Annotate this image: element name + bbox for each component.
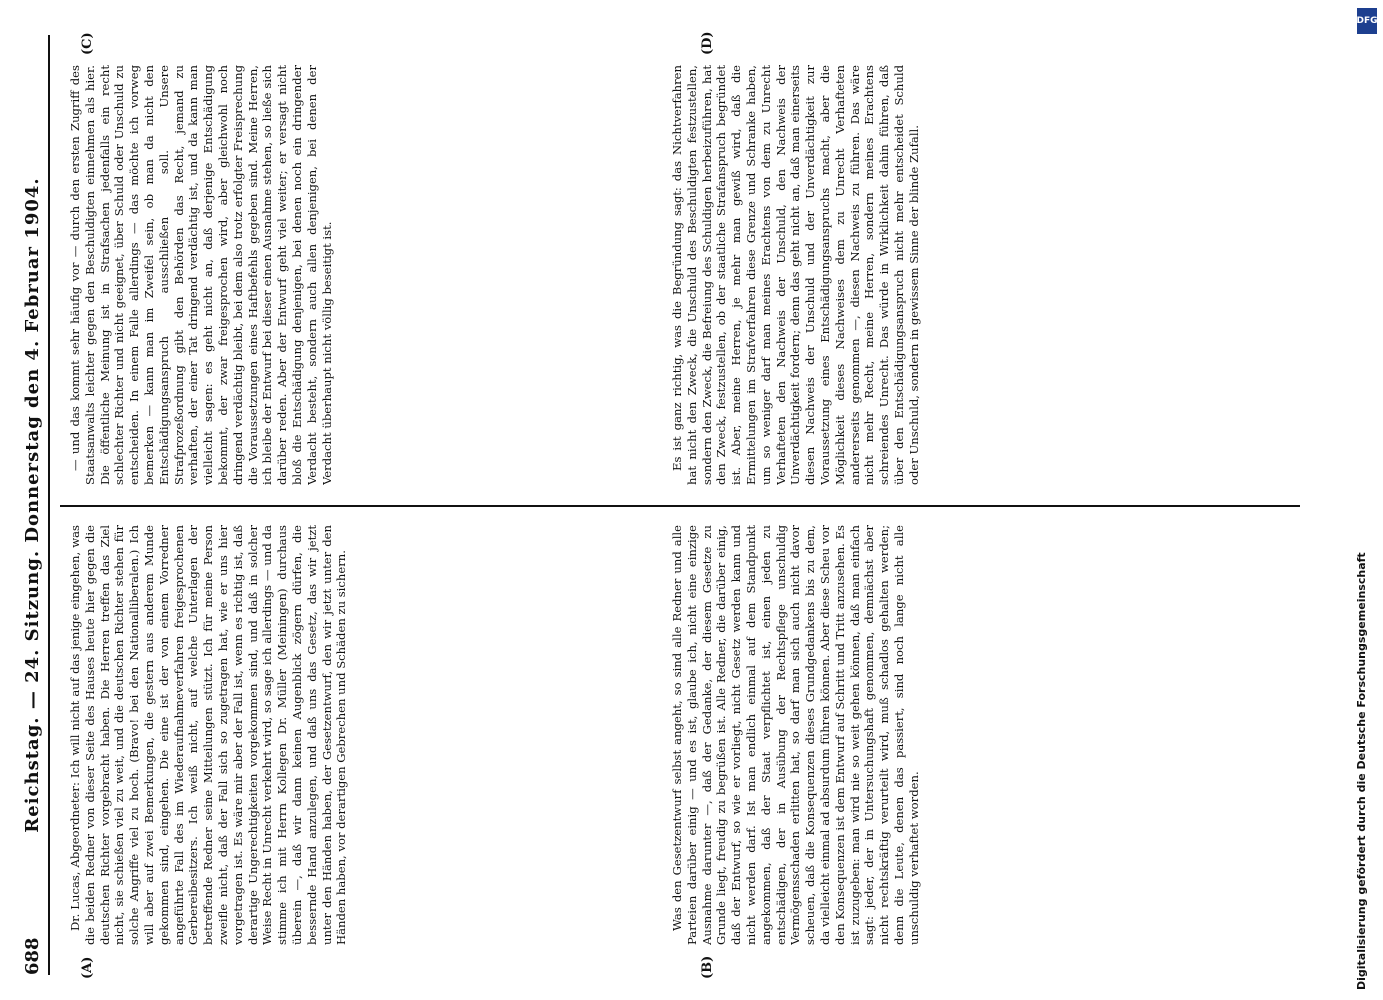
margin-marker-c: (C)	[80, 32, 95, 55]
stamp-text: Digitalisierung gefördert durch die Deutsche Forschungsgemeinschaft	[1355, 552, 1368, 990]
dfg-logo: DFG	[1357, 8, 1377, 34]
header-rule	[48, 35, 50, 975]
paragraph: — und das kommt sehr häufig vor — durch den ersten Zugriff des Staatsanwalts leichter gegen den Beschuldigten einnehmen als hier. Die öffentliche Meinung ist in Strafsachen jedenfalls ein recht schlechter Richter und nicht geeignet, über Schuld oder Unschuld zu entscheiden. In einem Falle allerdings — das möchte ich vorweg bemerken — kann man im Zweifel sein, ob man da nicht den Entschädigungsanspruch ausschließen soll. Unsere Strafprozeßordnung gibt den Behörden das Recht, jemand zu verhaften, der einer Tat dringend verdächtig ist, und da kann man vielleicht sagen: es geht nicht an, daß derjenige Entschädigung bekommt, der zwar freigesprochen wird, aber gleichwohl noch dringend verdächtig bleibt, bei dem also trotz erfolgter Freisprechung die Voraussetzungen eines Haftbefehls gegeben sind. Meine Herren, ich bleibe der Entwurf bei dieser einen Ausnahme stehen, so ließe sich darüber reden. Aber der Entwurf geht viel weiter; er versagt nicht bloß die Entschädigung denjenigen, bei denen noch ein dringender Verdacht besteht, sondern auch allen denjenigen, bei denen der Verdacht überhaupt nicht völlig beseitigt ist.	[68, 65, 334, 485]
column-right-bottom	[670, 65, 1290, 485]
column-left-top	[68, 525, 658, 945]
rotated-document-page	[20, 25, 1340, 985]
column-left-bottom	[670, 525, 1290, 945]
margin-marker-d: (D)	[700, 31, 715, 55]
page-number: 688	[22, 937, 43, 975]
column-right-top	[68, 65, 658, 485]
paragraph: Es ist ganz richtig, was die Begründung sagt: das Nichtverfahren hat nicht den Zweck, die Unschuld des Beschuldigten festzustellen, sondern den Zweck, die Befreiung des Schuldigen herbeizuführen, hat den Zweck, festzustellen, ob der staatliche Strafanspruch begründet ist. Aber, meine Herren, je mehr man gewiß wird, daß die Ermittelungen im Strafverfahren diese Grenze und Schranke haben, um so weniger darf man meines Erachtens von dem zu Unrecht Verhafteten den Nachweis der Unschuld, den Nachweis der Unverdächtigkeit fordern; denn das geht nicht an, daß man einerseits diesen Nachweis der Unschuld und der Unverdächtigkeit zur Voraussetzung eines Entschädigungsanspruchs macht, aber die Möglichkeit dieses Nachweises dem zu Unrecht Verhafteten andererseits genommen —, diesen Nachweis zu führen. Das wäre nicht mehr Recht, meine Herren, sondern meines Erachtens schreiendes Unrecht. Das würde in Wirklichkeit dahin führen, daß über den Entschädigungsanspruch nicht mehr entscheidet Schuld oder Unschuld, sondern in gewissem Sinne der blinde Zufall.	[670, 65, 921, 485]
margin-marker-b: (B)	[700, 955, 715, 979]
column-divider	[60, 505, 1300, 507]
paragraph: Dr. Lucas, Abgeordneter: Ich will nicht auf das jenige eingehen, was die beiden Redner von dieser Seite des Hauses heute hier gegen die deutschen Richter vorgebracht haben. Die Herren treffen das Ziel nicht, sie schießen viel zu weit, und die deutschen Richter stehen für solche Angriffe viel zu hoch. (Bravo! bei den Nationalliberalen.) Ich will aber auf zwei Bemerkungen, die gestern aus anderem Munde gekommen sind, eingehen. Die eine ist der von einem Vorredner angeführte Fall des im Wiederaufnahmeverfahren freigesprochenen Gerbereibesitzers. Ich weiß nicht, auf welche Unterlagen der betreffende Redner seine Mitteilungen stützt. Ich für meine Person zweifle nicht, daß der Fall sich so zugetragen hat, wie er uns hier vorgetragen ist. Es wäre mir aber der Fall ist, wenn es richtig ist, daß derartige Ungerechtigkeiten vorgekommen sind, und daß in solcher Weise Recht in Unrecht verkehrt wird, so sage ich allerdings — und da stimme ich mit Herrn Kollegen Dr. Müller (Meiningen) durchaus überein —, daß wir dann keinen Augenblick zögern dürfen, die bessernde Hand anzulegen, und daß uns das Gesetz, das wir jetzt unter den Händen haben, der Gesetzentwurf, den wir jetzt unter den Händen haben, vor derartigen Gebrechen und Schäden zu sichern.	[68, 525, 349, 945]
page-header	[20, 25, 50, 985]
running-title: Reichstag. — 24. Sitzung. Donnerstag den 4. Februar 1904.	[22, 177, 43, 833]
digitization-stamp	[1355, 10, 1377, 990]
paragraph: Was den Gesetzentwurf selbst angeht, so sind alle Redner und alle Parteien darüber einig — und es ist, glaube ich, nicht eine einzige Ausnahme darunter —, daß der Gedanke, der diesem Gesetze zu Grunde liegt, freudig zu begrüßen ist. Alle Redner, die darüber einig, daß der Entwurf, so wie er vorliegt, nicht Gesetz werden kann und nicht werden darf. Ist man endlich einmal auf dem Standpunkt angekommen, daß der Staat verpflichtet ist, einen jeden zu entschädigen, der in Ausübung der Rechtspflege unschuldig Vermögensschaden erlitten hat, so darf man sich auch nicht davor scheuen, daß die Konsequenzen dieses Grundgedankens bis zu dem, da vielleicht einmal ad absurdum führen können. Aber diese Scheu vor den Konsequenzen ist dem Entwurf auf Schritt und Tritt anzusehen. Es ist zuzugeben: man wird nie so weit gehen können, daß man einfach sagt: jeder, der in Untersuchungshaft genommen, demnächst aber nicht rechtskräftig verurteilt wird, muß schadlos gehalten werden; denn die Leute, denen das passiert, sind noch lange nicht alle unschuldig verhaftet worden.	[670, 525, 921, 945]
margin-marker-a: (A)	[80, 956, 95, 979]
